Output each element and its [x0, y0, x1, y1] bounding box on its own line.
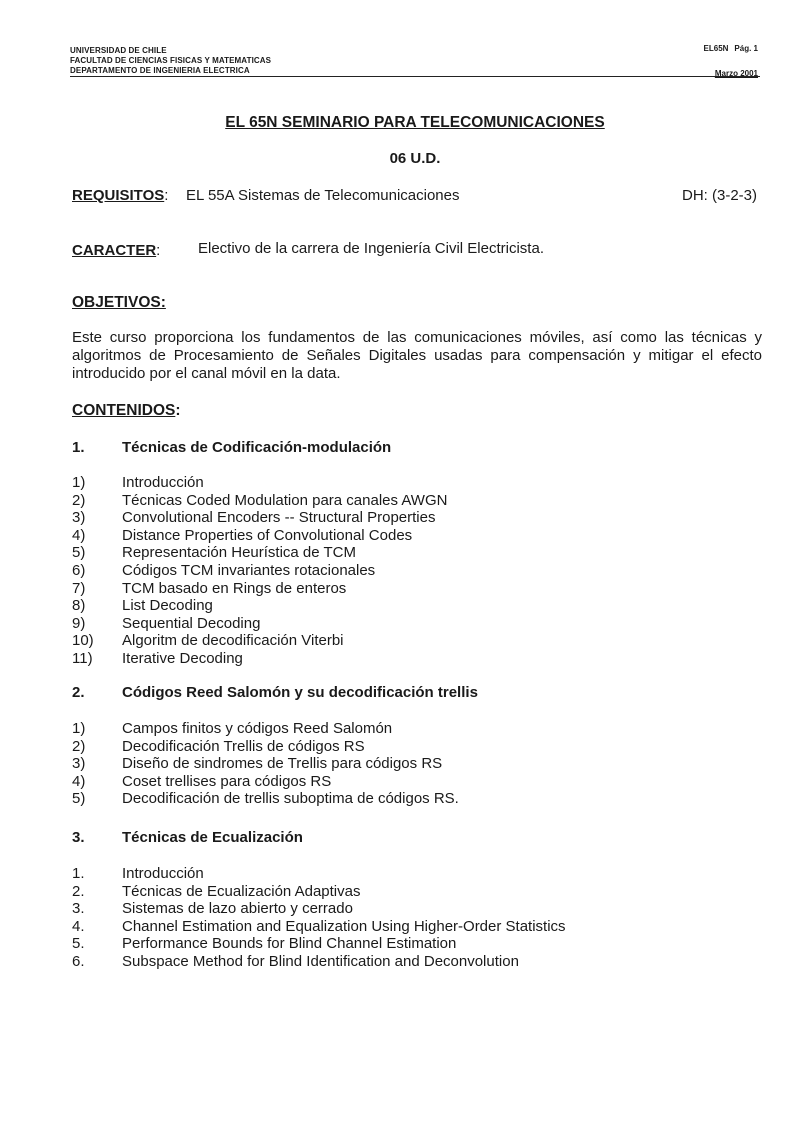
- list-item: 10) Algoritm de decodificación Viterbi: [72, 632, 344, 650]
- list-item: 4. Channel Estimation and Equalization Using Higher-Order Statistics: [72, 917, 566, 935]
- list-item: 2. Técnicas de Ecualización Adaptivas: [72, 882, 361, 900]
- list-item: 1) Campos finitos y códigos Reed Salomón: [72, 720, 393, 737]
- list-item: 6. Subspace Method for Blind Identification and Deconvolution: [72, 952, 519, 970]
- list-item: 5) Representación Heurística de TCM: [72, 544, 356, 562]
- list-item: 2) Técnicas Coded Modulation para canales AWGN: [72, 491, 448, 509]
- list-item: 6) Códigos TCM invariantes rotacionales: [72, 561, 376, 579]
- section-3-list: [72, 865, 566, 971]
- page-number: Pág. 1: [734, 44, 758, 53]
- header-divider: [70, 76, 760, 77]
- section-heading: 3. Técnicas de Ecualización: [72, 829, 303, 846]
- list-item: 1. Introducción: [72, 865, 204, 882]
- section-title: Códigos Reed Salomón y su decodificación trellis: [122, 684, 478, 701]
- faculty-name: FACULTAD DE CIENCIAS FISICAS Y MATEMATICAS: [70, 56, 272, 65]
- course-code: EL65N: [703, 44, 729, 53]
- page-title: EL 65N SEMINARIO PARA TELECOMUNICACIONES: [225, 114, 605, 131]
- university-name: UNIVERSIDAD DE CHILE: [70, 46, 167, 55]
- document-date: Marzo 2001: [714, 69, 758, 78]
- list-item: 1) Introducción: [72, 474, 204, 491]
- caracter-row: CARACTER:: [72, 242, 161, 259]
- section-heading: 1. Técnicas de Codificación-modulación: [72, 439, 392, 456]
- list-item: 9) Sequential Decoding: [72, 614, 261, 632]
- dh-hours: DH: (3-2-3): [682, 187, 758, 204]
- objetivos-heading: OBJETIVOS:: [72, 294, 166, 311]
- list-item: 4) Coset trellises para códigos RS: [72, 772, 332, 790]
- list-item: 3) Diseño de sindromes de Trellis para códigos RS: [72, 755, 443, 773]
- section-2-list: [72, 720, 459, 808]
- list-item: 4) Distance Properties of Convolutional Codes: [72, 526, 413, 544]
- list-item: 2) Decodificación Trellis de códigos RS: [72, 737, 365, 755]
- requisitos-label: REQUISITOS: [72, 187, 165, 204]
- list-item: 5) Decodificación de trellis suboptima de códigos RS.: [72, 790, 459, 808]
- list-item: 7) TCM basado en Rings de enteros: [72, 579, 347, 597]
- section-title: Técnicas de Codificación-modulación: [122, 439, 392, 456]
- page-info: [698, 44, 758, 78]
- list-item: 3. Sistemas de lazo abierto y cerrado: [72, 900, 353, 918]
- list-item: 11) Iterative Decoding: [72, 649, 243, 667]
- caracter-value: Electivo de la carrera de Ingeniería Civil Electricista.: [198, 240, 544, 257]
- institution-block: [70, 46, 271, 76]
- objetivos-text: Este curso proporciona los fundamentos de las comunicaciones móviles, así como las técnicas y algoritmos de Procesamiento de Señales Digitales usadas para compensación y mitigar el efecto introducido por el canal móvil en la data.: [72, 329, 762, 382]
- contenidos-heading-row: CONTENIDOS:: [72, 402, 181, 419]
- list-item: 5. Performance Bounds for Blind Channel Estimation: [72, 935, 457, 953]
- requisitos-row: REQUISITOS:: [72, 187, 169, 204]
- section-heading: 2. Códigos Reed Salomón y su decodificación trellis: [72, 684, 478, 701]
- units-label: 06 U.D.: [389, 150, 441, 167]
- list-item: 8) List Decoding: [72, 597, 213, 615]
- requisitos-value: EL 55A Sistemas de Telecomunicaciones: [186, 187, 460, 204]
- section-1-list: [72, 474, 447, 668]
- list-item: 3) Convolutional Encoders -- Structural Properties: [72, 509, 436, 527]
- contenidos-heading: CONTENIDOS: [72, 402, 176, 419]
- caracter-label: CARACTER: [72, 242, 157, 259]
- section-title: Técnicas de Ecualización: [122, 829, 303, 846]
- department-name: DEPARTAMENTO DE INGENIERIA ELECTRICA: [70, 66, 250, 75]
